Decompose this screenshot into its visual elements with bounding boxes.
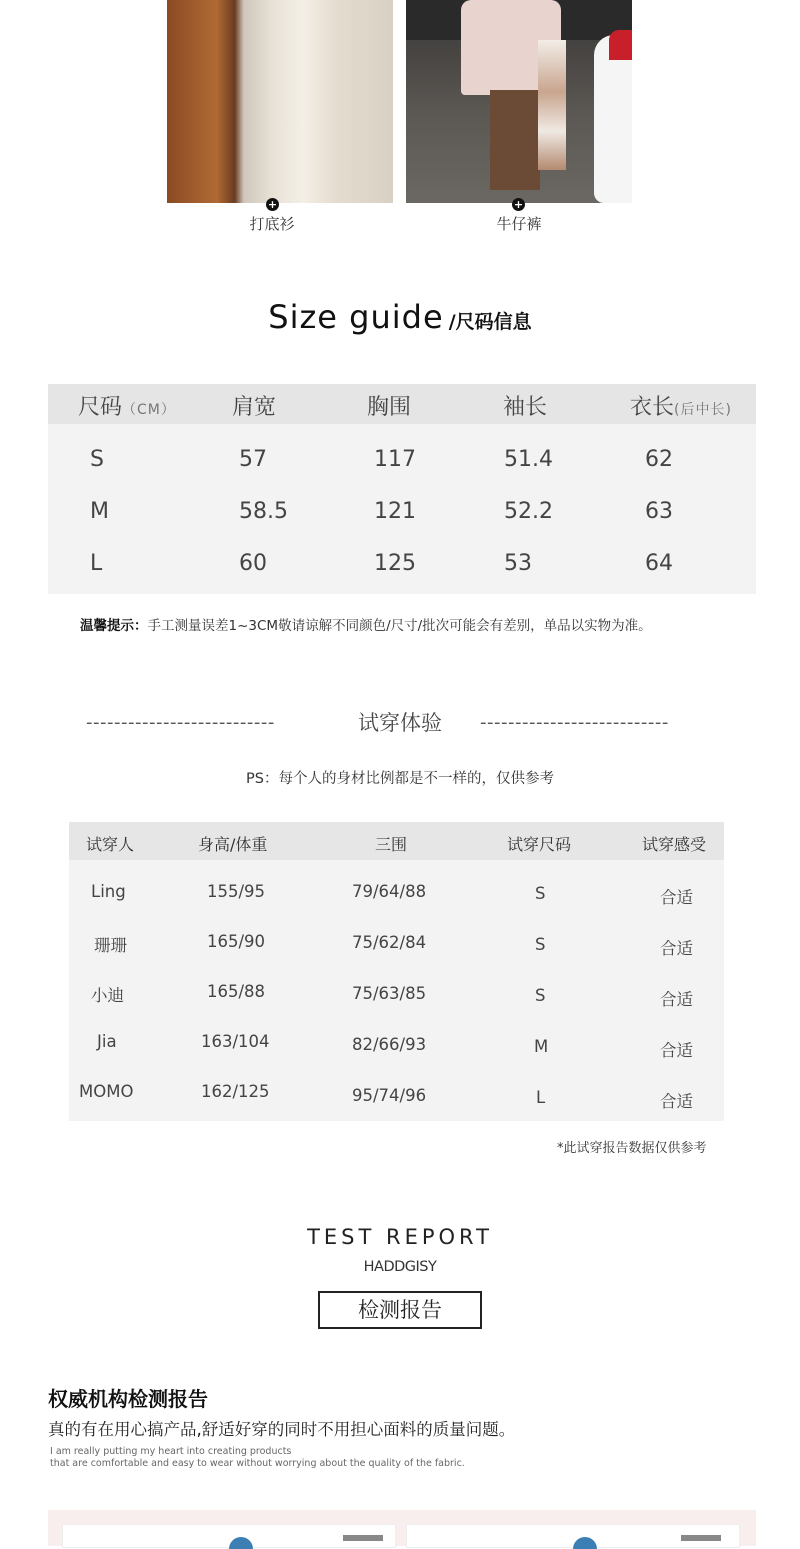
size-cell: 117: [374, 447, 416, 472]
authority-description: 真的有在用心搞产品,舒适好穿的同时不用担心面料的质量问题。: [48, 1420, 516, 1439]
size-table-header: [48, 384, 756, 424]
size-header-sleeve: 袖长: [503, 395, 548, 420]
try-header-measurements: 三围: [375, 835, 408, 854]
try-cell: 162/125: [201, 1082, 270, 1101]
try-on-title: 试穿体验: [358, 711, 442, 735]
plus-icon[interactable]: +: [513, 198, 524, 211]
test-report-button[interactable]: 检测报告: [318, 1291, 482, 1329]
try-cell: 75/63/85: [352, 984, 427, 1003]
size-cell: 60: [239, 551, 267, 576]
report-image-left[interactable]: [62, 1524, 396, 1548]
try-cell: 合适: [660, 1092, 693, 1111]
size-cell: 121: [374, 499, 416, 524]
try-cell: 165/88: [207, 982, 266, 1001]
size-cell: 52.2: [504, 499, 553, 524]
try-cell: 95/74/96: [352, 1086, 427, 1105]
try-cell: S: [535, 884, 546, 903]
try-on-ps: PS：每个人的身材比例都是不一样的，仅供参考: [246, 771, 554, 787]
try-cell: S: [535, 935, 546, 954]
size-cell: 58.5: [239, 499, 288, 524]
authority-english-line-1: I am really putting my heart into creating products: [50, 1446, 292, 1457]
try-header-size: 试穿尺码: [507, 835, 572, 854]
size-header-length: 衣长(后中长): [630, 395, 732, 420]
try-header-feeling: 试穿感受: [642, 835, 707, 854]
try-on-table-header: [69, 822, 724, 860]
photo-caption-left: 打底衫: [249, 215, 295, 233]
brand-name: HADDGISY: [363, 1259, 437, 1275]
size-tip: [80, 614, 652, 634]
try-cell: S: [535, 986, 546, 1005]
size-header-size: 尺码（CM）: [78, 395, 176, 420]
report-image-right[interactable]: [406, 1524, 740, 1548]
size-guide-title-cn: /尺码信息: [448, 311, 532, 333]
size-header-shoulder: 肩宽: [232, 395, 277, 420]
try-cell: Jia: [97, 1032, 117, 1051]
try-cell: 75/62/84: [352, 933, 427, 952]
try-cell: L: [536, 1088, 546, 1107]
try-on-table: [69, 822, 724, 1121]
try-cell: 小迪: [91, 986, 124, 1005]
try-cell: 合适: [660, 939, 693, 958]
try-cell: MOMO: [79, 1082, 134, 1101]
size-table: [48, 384, 756, 594]
size-cell: 62: [645, 447, 673, 472]
try-header-person: 试穿人: [86, 835, 135, 854]
try-cell: M: [534, 1037, 549, 1056]
try-cell: 合适: [660, 990, 693, 1009]
size-cell: S: [90, 447, 104, 472]
plus-icon[interactable]: +: [267, 198, 278, 211]
size-cell: 125: [374, 551, 416, 576]
try-cell: 155/95: [207, 882, 266, 901]
size-cell: M: [90, 499, 109, 524]
size-cell: 53: [504, 551, 532, 576]
divider-right: ---------------------------: [480, 712, 669, 733]
test-report-title: TEST REPORT: [307, 1225, 493, 1249]
try-on-note: *此试穿报告数据仅供参考: [557, 1141, 707, 1156]
try-cell: 79/64/88: [352, 882, 427, 901]
size-cell: 57: [239, 447, 267, 472]
authority-english-line-2: that are comfortable and easy to wear without worrying about the quality of the fabric.: [50, 1458, 465, 1469]
try-cell: 合适: [660, 1041, 693, 1060]
size-tip-text: 手工测量误差1~3CM敬请谅解不同颜色/尺寸/批次可能会有差别，单品以实物为准。: [147, 618, 652, 634]
divider-left: ---------------------------: [86, 712, 275, 733]
size-cell: 51.4: [504, 447, 553, 472]
photo-caption-right: 牛仔裤: [496, 215, 542, 233]
size-guide-title: [0, 298, 800, 336]
size-cell: L: [90, 551, 103, 576]
try-cell: 165/90: [207, 932, 266, 951]
authority-title: 权威机构检测报告: [48, 1387, 208, 1411]
try-cell: 82/66/93: [352, 1035, 427, 1054]
size-cell: 64: [645, 551, 673, 576]
photo-jeans: [406, 0, 632, 203]
try-header-height-weight: 身高/体重: [198, 835, 268, 854]
try-cell: 合适: [660, 888, 693, 907]
try-cell: 珊珊: [94, 936, 127, 955]
size-header-chest: 胸围: [367, 395, 412, 420]
size-guide-title-en: Size guide: [268, 298, 444, 336]
try-cell: Ling: [91, 882, 126, 901]
photo-bottoming-shirt: [167, 0, 393, 203]
size-tip-label: 温馨提示：: [80, 618, 148, 634]
size-cell: 63: [645, 499, 673, 524]
report-images-strip: [48, 1510, 756, 1546]
try-cell: 163/104: [201, 1032, 270, 1051]
